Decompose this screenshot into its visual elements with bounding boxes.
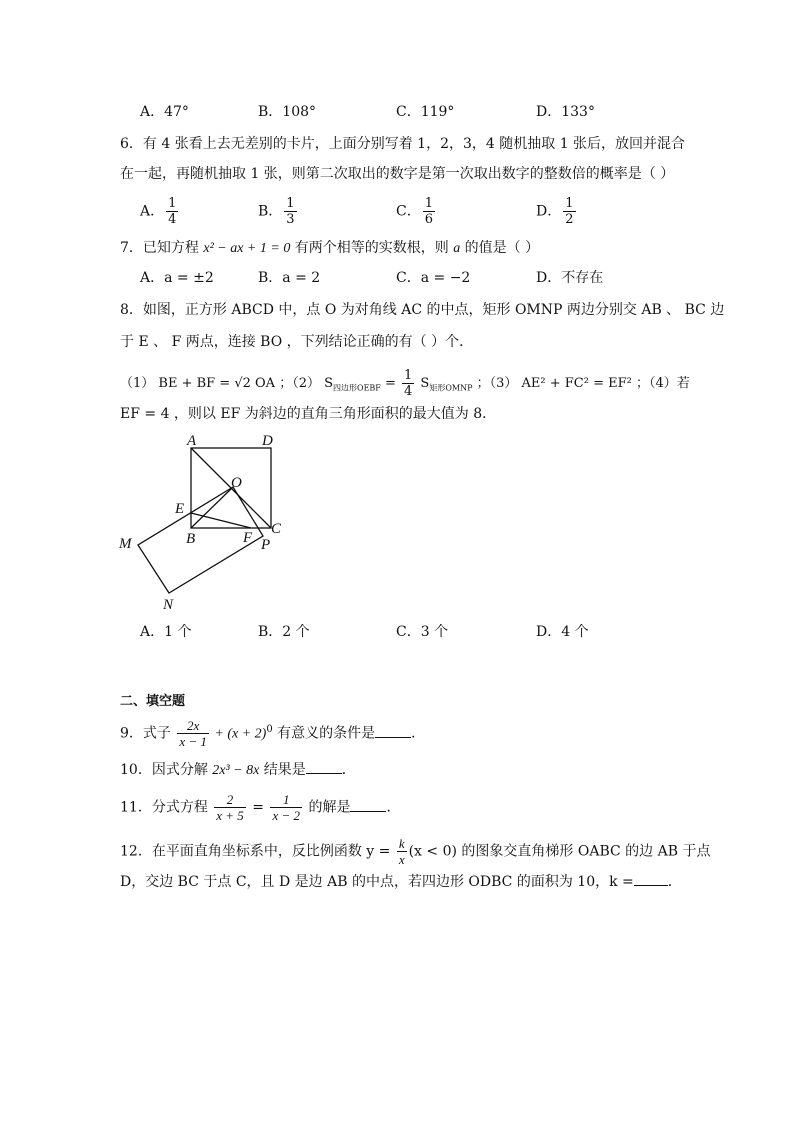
q11-prefix: 11．分式方程 xyxy=(120,799,213,816)
q7-variable: a xyxy=(453,241,461,256)
q9-prefix: 9．式子 xyxy=(120,725,176,742)
q7-option-b: B．a = 2 xyxy=(258,270,321,286)
q11-equals: = xyxy=(247,799,269,816)
q8-text-line4: EF = 4 ，则以 EF 为斜边的直角三角形面积的最大值为 8． xyxy=(120,406,497,422)
option-label: B． xyxy=(258,203,283,220)
denominator: x − 2 xyxy=(272,808,300,823)
section-title: 二、填空题 xyxy=(120,694,186,709)
q9-text xyxy=(120,718,425,749)
q5-option-b: B．108° xyxy=(258,104,317,120)
q8-option-b: B．2 个 xyxy=(258,624,310,640)
q9-term: + (x + 2) xyxy=(210,726,267,742)
q5-option-c: C．119° xyxy=(396,104,455,120)
q8-area-s: S xyxy=(416,376,430,391)
numerator: 2 xyxy=(214,792,246,808)
label-d: D xyxy=(262,433,273,449)
q6-option-a xyxy=(140,196,180,227)
numerator: 2x xyxy=(177,718,209,734)
fraction xyxy=(177,718,209,749)
q5-option-a: A．47° xyxy=(140,104,189,120)
q8-option-d: D．4 个 xyxy=(536,624,589,640)
q12-text-line1 xyxy=(120,836,710,867)
label-f: F xyxy=(243,530,253,546)
q8-equals: = xyxy=(380,376,401,391)
label-e: E xyxy=(175,501,185,517)
q8-text-line3 xyxy=(120,368,690,399)
numerator: 1 xyxy=(424,196,433,211)
label-b: B xyxy=(186,531,196,547)
denominator: x + 5 xyxy=(216,808,244,823)
label-c: C xyxy=(271,521,282,537)
fraction xyxy=(397,836,407,867)
q6-text-line2: 在一起，再随机抽取 1 张，则第二次取出的数字是第一次取出数字的整数倍的概率是（ ） xyxy=(120,166,675,182)
q8-text-line1: 8．如图，正方形 ABCD 中，点 O 为对角线 AC 的中点，矩形 OMNP 两边分别交 AB 、 BC 边 xyxy=(120,302,725,318)
q7-equation: x² − ax + 1 = 0 xyxy=(203,241,291,256)
segment-ef xyxy=(191,513,251,528)
denominator: 6 xyxy=(424,212,433,227)
q11-text xyxy=(120,792,400,823)
label-a: A xyxy=(187,433,197,449)
option-label: D． xyxy=(536,203,562,220)
q7-option-c: C．a = −2 xyxy=(396,270,471,286)
q7-option-a: A．a = ±2 xyxy=(140,270,214,286)
period: ． xyxy=(411,725,426,742)
denominator: x − 1 xyxy=(179,734,207,749)
q10-suffix: 结果是 xyxy=(259,762,306,778)
q12-suffix: (x < 0) 的图象交直角梯形 OABC 的边 AB 于点 xyxy=(408,843,711,860)
denominator: 3 xyxy=(286,212,295,227)
q8-option-a: A．1 个 xyxy=(140,624,192,640)
denominator: 2 xyxy=(565,212,574,227)
denominator: 4 xyxy=(168,212,177,227)
fraction xyxy=(402,368,414,399)
label-o: O xyxy=(231,475,242,491)
q8-subscript-rect: 矩形OMNP xyxy=(429,383,473,393)
label-p: P xyxy=(261,537,271,553)
period: ． xyxy=(386,799,401,816)
numerator: 1 xyxy=(168,196,177,211)
q6-option-c xyxy=(396,196,437,227)
q10-prefix: 10．因式分解 xyxy=(120,762,213,778)
q9-exponent: 0 xyxy=(266,723,273,735)
q8-text-line2: 于 E 、 F 两点，连接 BO ，下列结论正确的有（ ）个． xyxy=(120,334,474,350)
option-label: C． xyxy=(396,203,421,220)
q8-option-c: C．3 个 xyxy=(396,624,449,640)
fraction xyxy=(166,196,178,227)
q7-text xyxy=(120,238,539,259)
q7-option-d: D．不存在 xyxy=(536,270,604,286)
fraction xyxy=(270,792,302,823)
q8-statement-3-4: ；（3） AE² + FC² = EF² ；（4）若 xyxy=(472,376,690,391)
q9-suffix: 有意义的条件是 xyxy=(272,725,376,742)
q10-expression: 2x³ − 8x xyxy=(212,763,260,778)
denominator: x xyxy=(398,852,405,867)
label-n: N xyxy=(163,597,174,613)
denominator: 4 xyxy=(404,384,413,399)
q11-suffix: 的解是 xyxy=(304,799,351,816)
numerator: 1 xyxy=(565,196,574,211)
q8-subscript-quad: 四边形OEBF xyxy=(333,383,381,393)
answer-blank xyxy=(350,799,386,812)
q7-prefix: 7．已知方程 xyxy=(120,240,204,256)
answer-blank xyxy=(375,725,411,738)
q6-option-b xyxy=(258,196,299,227)
q10-text xyxy=(120,760,356,781)
numerator: 1 xyxy=(286,196,295,211)
option-label: A． xyxy=(140,203,165,220)
q12-text-line2 xyxy=(120,872,682,892)
q8-statement-1-2: （1） BE + BF = √2 OA ；（2） S xyxy=(120,376,334,391)
fraction xyxy=(214,792,246,823)
fraction xyxy=(284,196,296,227)
q12-prefix: 12．在平面直角坐标系中，反比例函数 y = xyxy=(120,843,395,860)
q7-middle: 有两个相等的实数根，则 xyxy=(290,240,454,256)
period: ． xyxy=(667,874,682,890)
label-m: M xyxy=(119,536,132,552)
q8-geometry-figure xyxy=(110,425,310,615)
fraction xyxy=(423,196,435,227)
numerator: 1 xyxy=(404,368,413,383)
numerator: k xyxy=(398,836,405,851)
answer-blank xyxy=(306,761,342,774)
fraction xyxy=(563,196,575,227)
q12-line2: D，交边 BC 于点 C，且 D 是边 AB 的中点，若四边形 ODBC 的面积为 10，k = xyxy=(120,874,634,890)
numerator: 1 xyxy=(270,792,302,808)
q5-option-d: D．133° xyxy=(536,104,595,120)
q6-option-d xyxy=(536,196,578,227)
answer-blank xyxy=(634,873,668,886)
q7-suffix: 的值是（ ） xyxy=(460,240,540,256)
period: ． xyxy=(341,762,356,778)
q6-text-line1: 6．有 4 张看上去无差别的卡片，上面分别写着 1，2，3，4 随机抽取 1 张后，放回并混合 xyxy=(120,136,686,152)
